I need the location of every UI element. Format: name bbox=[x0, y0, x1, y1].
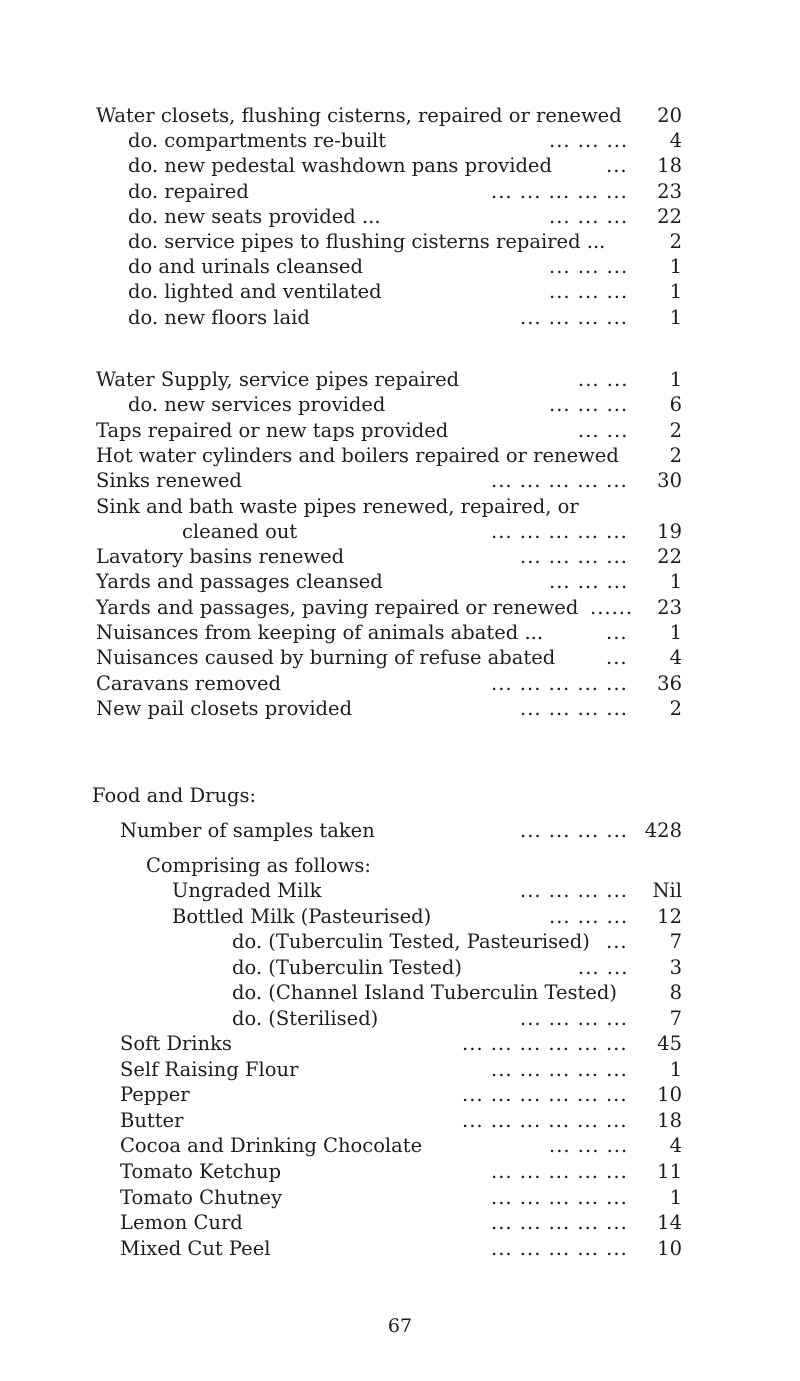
row-label: Taps repaired or new taps provided bbox=[96, 418, 449, 442]
row-label: New pail closets provided bbox=[96, 696, 353, 720]
row-value: 45 bbox=[657, 1032, 682, 1055]
row-label: Number of samples taken bbox=[120, 819, 375, 842]
row-value: 20 bbox=[657, 104, 682, 127]
leader-dots: ... ... ... ... bbox=[520, 305, 628, 329]
row-value: 22 bbox=[657, 545, 682, 569]
row-label: do. lighted and ventilated bbox=[128, 280, 382, 304]
row-label: Water Supply, service pipes repaired bbox=[96, 368, 460, 391]
row-value: 23 bbox=[657, 179, 682, 203]
leader-dots: ... ... ... ... ... bbox=[491, 519, 628, 543]
leader-dots: ... ... ... ... ... bbox=[491, 179, 628, 203]
leader-dots: ... ... ... ... bbox=[520, 819, 628, 842]
row-label: Yards and passages, paving repaired or renewed bbox=[96, 595, 579, 619]
row-label: Butter bbox=[120, 1108, 184, 1132]
row-value: 8 bbox=[669, 981, 682, 1005]
comprising-heading: Comprising as follows: bbox=[146, 854, 371, 877]
leader-dots: ... ... ... bbox=[549, 904, 629, 928]
row-value: 2 bbox=[669, 230, 682, 253]
leader-dots: ... ... ... bbox=[549, 204, 629, 228]
row-label: Sinks renewed bbox=[96, 469, 242, 493]
row-label: Caravans removed bbox=[96, 671, 282, 695]
row-value: 22 bbox=[657, 204, 682, 228]
leader-dots: ... ... ... bbox=[549, 1134, 629, 1158]
leader-dots: ... bbox=[606, 930, 628, 954]
leader-dots: ... ... ... ... ... bbox=[491, 1185, 628, 1209]
row-value: 1 bbox=[669, 280, 682, 304]
row-value: 10 bbox=[657, 1236, 682, 1260]
leader-dots: ... ... bbox=[578, 418, 629, 442]
leader-dots: ... ... ... ... ... ... bbox=[462, 1032, 628, 1055]
row-label: Lavatory basins renewed bbox=[96, 545, 345, 569]
leader-dots: ... ... ... ... bbox=[520, 879, 628, 902]
row-label: Hot water cylinders and boilers repaired or renewed bbox=[96, 443, 619, 467]
leader-dots: ... bbox=[606, 621, 628, 644]
row-value: 4 bbox=[669, 646, 682, 670]
table-row bbox=[120, 1234, 682, 1264]
row-label: Self Raising Flour bbox=[120, 1057, 299, 1081]
leader-dots: ... ... bbox=[578, 955, 629, 979]
row-value: 12 bbox=[657, 904, 682, 928]
row-value: 7 bbox=[669, 1007, 682, 1030]
leader-dots: ... ... ... ... ... ... bbox=[462, 1083, 628, 1107]
leader-dots: ...... bbox=[590, 595, 634, 619]
row-label: Sink and bath waste pipes renewed, repaired, or bbox=[96, 494, 579, 518]
row-value: 7 bbox=[669, 930, 682, 954]
leader-dots: ... ... ... ... ... bbox=[491, 1211, 628, 1235]
leader-dots: ... ... ... ... bbox=[520, 545, 628, 569]
row-value: 36 bbox=[657, 671, 682, 695]
leader-dots: ... ... ... ... ... ... bbox=[462, 1108, 628, 1132]
row-value: 14 bbox=[657, 1211, 682, 1235]
leader-dots: ... ... ... ... ... bbox=[491, 1236, 628, 1260]
leader-dots: ... ... ... ... bbox=[520, 696, 628, 720]
row-label: do. new floors laid bbox=[128, 305, 310, 329]
row-label: Soft Drinks bbox=[120, 1032, 232, 1055]
row-value: 10 bbox=[657, 1083, 682, 1107]
row-label: do. new pedestal washdown pans provided bbox=[128, 154, 552, 178]
table-row bbox=[128, 303, 682, 333]
row-value: 1 bbox=[669, 305, 682, 329]
row-label: Nuisances from keeping of animals abated ... bbox=[96, 621, 544, 644]
row-value: 2 bbox=[669, 418, 682, 442]
row-label: Bottled Milk (Pasteurised) bbox=[172, 904, 432, 928]
table-row bbox=[96, 694, 682, 724]
food-drugs-heading: Food and Drugs: bbox=[92, 784, 257, 807]
row-value: 3 bbox=[669, 955, 682, 979]
row-value: 1 bbox=[669, 368, 682, 391]
row-label: Yards and passages cleansed bbox=[96, 570, 383, 594]
row-value: 23 bbox=[657, 595, 682, 619]
leader-dots: ... ... ... ... ... bbox=[491, 469, 628, 493]
row-value: 1 bbox=[669, 621, 682, 644]
row-label: do. (Sterilised) bbox=[232, 1007, 379, 1030]
row-value: 2 bbox=[669, 443, 682, 467]
row-value: 19 bbox=[657, 519, 682, 543]
row-label: do. new services provided bbox=[128, 393, 386, 417]
row-value: 30 bbox=[657, 469, 682, 493]
leader-dots: ... ... ... ... ... bbox=[491, 1160, 628, 1183]
table-row bbox=[120, 816, 682, 846]
row-label: do. (Tuberculin Tested) bbox=[232, 955, 463, 979]
row-value: 2 bbox=[669, 696, 682, 720]
row-value: 18 bbox=[657, 154, 682, 178]
row-label: Cocoa and Drinking Chocolate bbox=[120, 1134, 423, 1158]
leader-dots: ... ... ... bbox=[549, 255, 629, 279]
row-value: 1 bbox=[669, 1057, 682, 1081]
row-value: Nil bbox=[652, 879, 682, 902]
row-label: do. compartments re-built bbox=[128, 129, 387, 153]
row-value: 4 bbox=[669, 129, 682, 153]
leader-dots: ... ... ... bbox=[549, 570, 629, 594]
row-label: do and urinals cleansed bbox=[128, 255, 363, 279]
row-label: do. (Channel Island Tuberculin Tested) bbox=[232, 981, 618, 1005]
row-label: do. (Tuberculin Tested, Pasteurised) bbox=[232, 930, 590, 954]
row-value: 6 bbox=[669, 393, 682, 417]
leader-dots: ... ... ... ... ... bbox=[491, 1057, 628, 1081]
row-label: do. service pipes to flushing cisterns repaired ... bbox=[128, 230, 606, 253]
row-label: cleaned out bbox=[182, 519, 298, 543]
leader-dots: ... ... ... bbox=[549, 129, 629, 153]
leader-dots: ... ... ... ... ... bbox=[491, 671, 628, 695]
row-value: 1 bbox=[669, 255, 682, 279]
leader-dots: ... bbox=[606, 646, 628, 670]
row-label: Tomato Ketchup bbox=[120, 1160, 282, 1183]
row-label: Ungraded Milk bbox=[172, 879, 322, 902]
leader-dots: ... ... ... bbox=[549, 280, 629, 304]
row-value: 18 bbox=[657, 1108, 682, 1132]
page-number: 67 bbox=[387, 1315, 413, 1337]
row-value: 4 bbox=[669, 1134, 682, 1158]
row-value: 1 bbox=[669, 1185, 682, 1209]
row-label: do. repaired bbox=[128, 179, 249, 203]
leader-dots: ... ... bbox=[578, 368, 629, 391]
leader-dots: ... ... ... ... bbox=[520, 1007, 628, 1030]
row-label: Mixed Cut Peel bbox=[120, 1236, 271, 1260]
row-label: Pepper bbox=[120, 1083, 190, 1107]
row-label: do. new seats provided ... bbox=[128, 204, 381, 228]
row-label: Lemon Curd bbox=[120, 1211, 243, 1235]
row-label: Water closets, flushing cisterns, repaired or renewed bbox=[96, 104, 622, 127]
leader-dots: ... bbox=[606, 154, 628, 178]
row-label: Nuisances caused by burning of refuse abated bbox=[96, 646, 556, 670]
row-value: 428 bbox=[644, 819, 682, 842]
leader-dots: ... ... ... bbox=[549, 393, 629, 417]
row-label: Tomato Chutney bbox=[120, 1185, 283, 1209]
row-value: 11 bbox=[657, 1160, 682, 1183]
row-value: 1 bbox=[669, 570, 682, 594]
